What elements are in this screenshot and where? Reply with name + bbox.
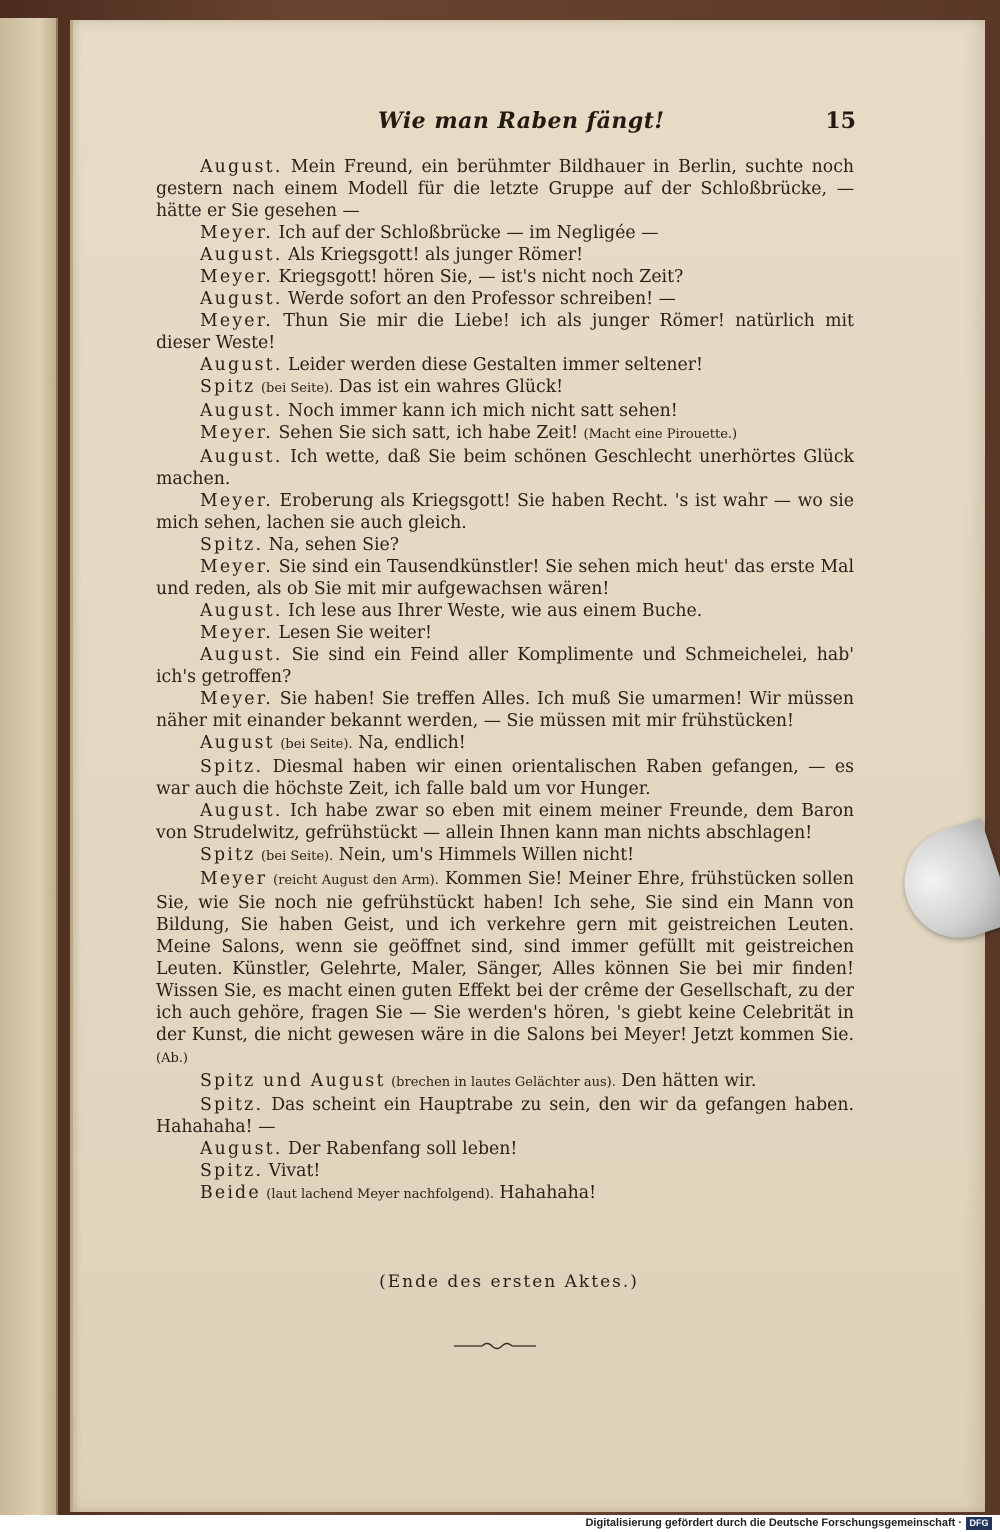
- speaker-name: Spitz und August: [200, 1071, 386, 1091]
- dialogue-paragraph: [156, 266, 854, 288]
- dialogue-text: Das scheint ein Hauptrabe zu sein, den wir da gefangen haben. Hahahaha! —: [156, 1095, 854, 1137]
- speaker-name: Spitz: [200, 377, 256, 397]
- previous-page-edge: [0, 18, 58, 1518]
- stage-direction: (bei Seite).: [260, 849, 334, 864]
- speaker-name: August.: [200, 645, 283, 665]
- dialogue-text: Der Rabenfang soll leben!: [288, 1139, 518, 1159]
- dialogue-paragraph: [156, 868, 854, 1070]
- dialogue-text: Ich lese aus Ihrer Weste, wie aus einem Buche.: [288, 601, 703, 621]
- stage-direction: (bei Seite).: [280, 737, 353, 752]
- dialogue-paragraph: [156, 490, 854, 534]
- speaker-name: August.: [200, 157, 283, 177]
- dialogue-paragraph: [156, 446, 854, 490]
- dialogue-text: Als Kriegsgott! als junger Römer!: [288, 245, 584, 265]
- speaker-name: Meyer.: [200, 491, 273, 511]
- speaker-name: Spitz: [200, 845, 256, 865]
- dialogue-paragraph: [156, 400, 854, 422]
- stage-direction: (reicht August den Arm).: [273, 873, 439, 888]
- dialogue-paragraph: [156, 800, 854, 844]
- dialogue-text: Sie sind ein Feind aller Komplimente und Schmeichelei, hab' ich's getroffen?: [156, 645, 855, 687]
- speaker-name: August: [200, 733, 275, 753]
- page-header: [160, 108, 860, 142]
- dialogue-text: Hahahaha!: [499, 1183, 597, 1203]
- speaker-name: August.: [200, 355, 283, 375]
- dialogue-paragraph: [156, 422, 854, 446]
- speaker-name: August.: [200, 245, 283, 265]
- dialogue-text: Kriegsgott! hören Sie, — ist's nicht noch Zeit?: [278, 267, 684, 287]
- speaker-name: Meyer.: [200, 223, 273, 243]
- speaker-name: August.: [200, 801, 283, 821]
- dialogue-text: Den hätten wir.: [621, 1071, 757, 1091]
- speaker-name: August.: [200, 289, 283, 309]
- dialogue-paragraph: [156, 534, 854, 556]
- speaker-name: Spitz.: [200, 535, 264, 555]
- speaker-name: Meyer.: [200, 557, 273, 577]
- dialogue-paragraph: [156, 310, 854, 354]
- dialogue-paragraph: [156, 156, 854, 222]
- speaker-name: August.: [200, 1139, 283, 1159]
- dialogue-text: Eroberung als Kriegsgott! Sie haben Recht. 's ist wahr — wo sie mich sehen, lachen sie auch gleich.: [156, 491, 854, 533]
- dialogue-paragraph: [156, 1138, 854, 1160]
- dialogue-paragraph: [156, 244, 854, 266]
- dialogue-paragraph: [156, 354, 854, 376]
- dialogue-paragraph: [156, 600, 854, 622]
- speaker-name: Meyer.: [200, 623, 273, 643]
- dialogue-text: Leider werden diese Gestalten immer seltener!: [288, 355, 703, 375]
- speaker-name: Spitz.: [200, 757, 264, 777]
- dialogue-text: Das ist ein wahres Glück!: [338, 377, 564, 397]
- dialogue-paragraph: [156, 756, 854, 800]
- dialogue-paragraph: [156, 222, 854, 244]
- act-end-line: (Ende des ersten Aktes.): [379, 1272, 639, 1292]
- page-number: 15: [825, 108, 856, 134]
- speaker-name: Spitz.: [200, 1095, 264, 1115]
- dialogue-paragraph: [156, 1094, 854, 1138]
- speaker-name: Beide: [200, 1183, 261, 1203]
- dialogue-text: Thun Sie mir die Liebe! ich als junger Römer! natürlich mit dieser Weste!: [156, 311, 855, 353]
- speaker-name: August.: [200, 447, 283, 467]
- footer-bar: [0, 1515, 1000, 1532]
- dialogue-text: Kommen Sie! Meiner Ehre, frühstücken sollen Sie, wie Sie noch nie gefrühstückt haben! Ich sehe, Sie sind ein Mann von Bildung, Sie haben Geist, und ich verkehre gern mit geistreichen Leuten. Meine Salons, wenn sie geöffnet sind, sind immer gefüllt mit geistreichen Leuten. Künstler, Gelehrte, Maler, Sänger, Alles können Sie bei mir finden! Wissen Sie, es macht einen guten Effekt bei der crême der Gesellschaft, zu der ich auch gehöre, fragen Sie — Sie werden's hören, 's giebt keine Celebrität in der Kunst, die nicht gewesen wäre in die Salons bei Meyer! Jetzt kommen Sie.: [156, 869, 854, 1045]
- dialogue-paragraph: [156, 376, 854, 400]
- speaker-name: Meyer.: [200, 311, 273, 331]
- funding-note: Digitalisierung gefördert durch die Deutsche Forschungsgemeinschaft ·: [585, 1517, 962, 1529]
- speaker-name: August.: [200, 401, 283, 421]
- dialogue-text: Werde sofort an den Professor schreiben! —: [288, 289, 676, 309]
- speaker-name: Meyer.: [200, 423, 273, 443]
- stage-direction: (brechen in lautes Gelächter aus).: [391, 1075, 616, 1090]
- stage-direction: (laut lachend Meyer nachfolgend).: [266, 1187, 494, 1202]
- dialogue-text: Sie haben! Sie treffen Alles. Ich muß Sie umarmen! Wir müssen näher mit einander bekannt werden, — Sie müssen mit mir frühstücken!: [156, 689, 854, 731]
- dialogue-text: Na, sehen Sie?: [268, 535, 400, 555]
- dfg-logo: DFG: [966, 1517, 992, 1530]
- dialogue-paragraph: [156, 688, 854, 732]
- speaker-name: Meyer.: [200, 689, 273, 709]
- dialogue-paragraph: [156, 1160, 854, 1182]
- dialogue-text: Ich auf der Schloßbrücke — im Negligée —: [278, 223, 659, 243]
- dialogue-text: Vivat!: [268, 1161, 321, 1181]
- dialogue-text: Diesmal haben wir einen orientalischen Raben gefangen, — es war auch die höchste Zeit, ich falle bald um vor Hunger.: [156, 757, 854, 799]
- ornament-divider: [454, 1340, 536, 1352]
- dialogue-text: Noch immer kann ich mich nicht satt sehen!: [288, 401, 678, 421]
- dialogue-paragraph: [156, 844, 854, 868]
- dialogue-paragraph: [156, 556, 854, 600]
- dialogue-text: Sehen Sie sich satt, ich habe Zeit!: [278, 423, 579, 443]
- dialogue-text: Ich habe zwar so eben mit einem meiner Freunde, dem Baron von Strudelwitz, gefrühstückt — allein Ihnen kann man nichts abschlagen!: [156, 801, 854, 843]
- dialogue-paragraph: [156, 288, 854, 310]
- stage-direction: (Ab.): [156, 1051, 188, 1066]
- speaker-name: August.: [200, 601, 283, 621]
- page-body: [156, 156, 854, 1206]
- stage-direction: (Macht eine Pirouette.): [583, 427, 738, 442]
- dialogue-text: Ich wette, daß Sie beim schönen Geschlecht unerhörtes Glück machen.: [156, 447, 854, 489]
- dialogue-text: Sie sind ein Tausendkünstler! Sie sehen mich heut' das erste Mal und reden, als ob Sie mit mir aufgewachsen wären!: [156, 557, 854, 599]
- dialogue-text: Na, endlich!: [358, 733, 466, 753]
- running-title: Wie man Raben fängt!: [378, 108, 665, 134]
- dialogue-paragraph: [156, 1070, 854, 1094]
- speaker-name: Spitz.: [200, 1161, 264, 1181]
- dialogue-paragraph: [156, 622, 854, 644]
- dialogue-paragraph: [156, 1182, 854, 1206]
- dialogue-paragraph: [156, 644, 854, 688]
- dialogue-text: Nein, um's Himmels Willen nicht!: [338, 845, 635, 865]
- dialogue-text: Mein Freund, ein berühmter Bildhauer in Berlin, suchte noch gestern nach einem Modell für die letzte Gruppe auf der Schloßbrücke, — hätte er Sie gesehen —: [156, 157, 855, 221]
- speaker-name: Meyer.: [200, 267, 273, 287]
- stage-direction: (bei Seite).: [260, 381, 334, 396]
- dialogue-paragraph: [156, 732, 854, 756]
- speaker-name: Meyer: [200, 869, 268, 889]
- dialogue-text: Lesen Sie weiter!: [278, 623, 432, 643]
